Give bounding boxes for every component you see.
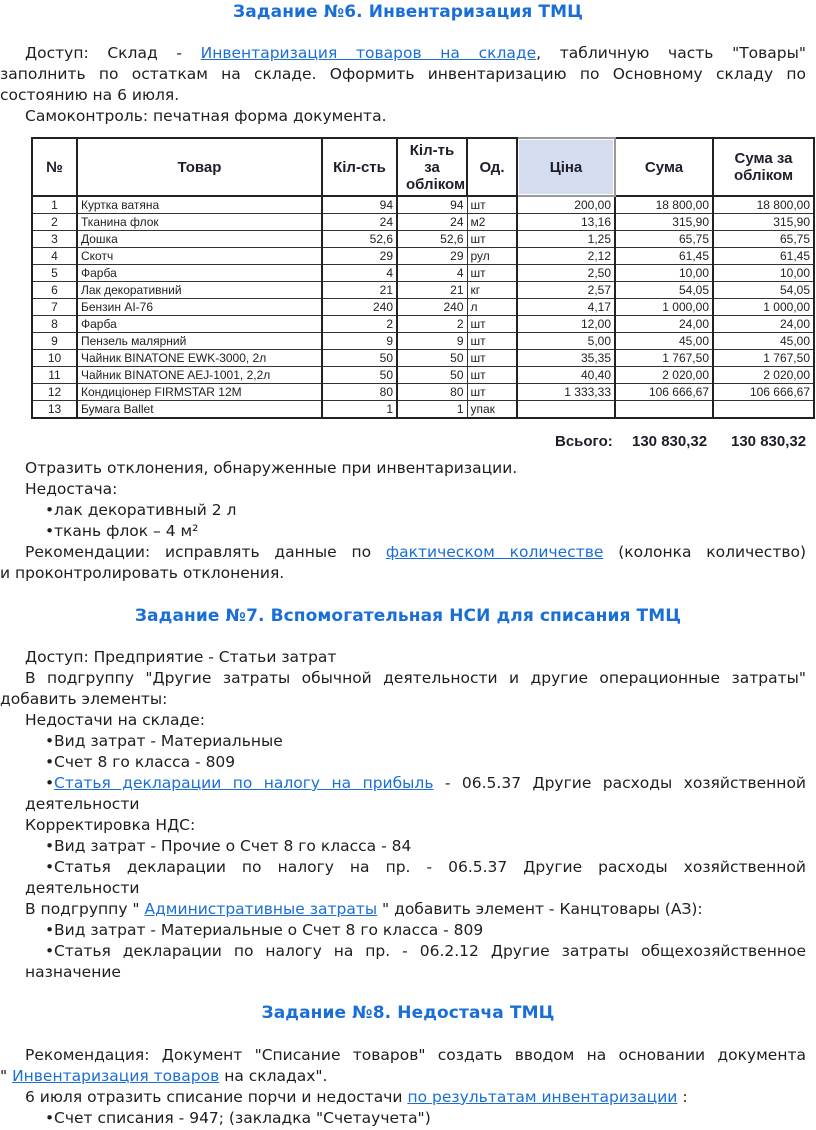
table-row: [32, 196, 814, 214]
cell-unit: шт: [467, 196, 517, 214]
cell-sum: 106 666,67: [615, 384, 713, 401]
bullet-icon: •: [45, 732, 55, 750]
col-header-item: Товар: [77, 138, 322, 196]
tax-declaration-article-link[interactable]: Статья декларации по налогу на прибыль: [54, 774, 434, 792]
task7-shortages-label: Недостачи на складе:: [25, 711, 205, 729]
inventory-doc-link[interactable]: Инвентаризация товаров на складе: [200, 44, 537, 62]
cell-qty: 24: [322, 214, 397, 231]
cell-qty-accounted: 94: [397, 196, 467, 214]
actual-quantity-link[interactable]: фактическом количестве: [385, 543, 604, 561]
cell-sum: 1 767,50: [615, 350, 713, 367]
col-header-number: №: [32, 138, 77, 196]
cell-price: 35,35: [517, 350, 615, 367]
cell-price: 12,00: [517, 316, 615, 333]
total-sum: 130 830,32: [632, 433, 708, 450]
cell-sum: 45,00: [615, 333, 713, 350]
cell-row-number: 5: [32, 265, 77, 282]
task7-access: Доступ: Предприятие - Статьи затрат: [25, 648, 337, 666]
cell-sum-accounted: 65,75: [713, 231, 814, 248]
cell-price: 2,50: [517, 265, 615, 282]
cell-unit: шт: [467, 316, 517, 333]
cell-row-number: 3: [32, 231, 77, 248]
cell-unit: шт: [467, 333, 517, 350]
cell-sum-accounted: 1 767,50: [713, 350, 814, 367]
cell-row-number: 13: [32, 401, 77, 419]
cell-qty: 50: [322, 350, 397, 367]
cell-unit: м2: [467, 214, 517, 231]
cell-sum: 61,45: [615, 248, 713, 265]
cell-row-number: 12: [32, 384, 77, 401]
cell-price: 40,40: [517, 367, 615, 384]
bullet-icon: •: [45, 501, 55, 519]
cell-item-name: Лак декоративний: [77, 282, 322, 299]
cell-qty: 29: [322, 248, 397, 265]
task7-subgroup-line1: В подгруппу "Другие затраты обычной деятельности и другие операционные затраты": [25, 669, 806, 687]
cell-unit: шт: [467, 231, 517, 248]
table-row: [32, 265, 814, 282]
cell-price: 1 333,33: [517, 384, 615, 401]
cell-unit: шт: [467, 367, 517, 384]
cell-sum: 65,75: [615, 231, 713, 248]
cell-item-name: Фарба: [77, 265, 322, 282]
cell-row-number: 6: [32, 282, 77, 299]
cell-qty-accounted: 9: [397, 333, 467, 350]
total-sum-accounted: 130 830,32: [731, 433, 807, 450]
cell-sum-accounted: 54,05: [713, 282, 814, 299]
cell-price: [517, 401, 615, 419]
cell-unit: упак: [467, 401, 517, 419]
cell-item-name: Бензин АІ-76: [77, 299, 322, 316]
cell-row-number: 1: [32, 196, 77, 214]
col-header-sum: Сума: [615, 138, 713, 196]
vat-bullet-cont: деятельности: [25, 879, 140, 897]
task6-recommendation-line2: и проконтролировать отклонения.: [0, 564, 285, 582]
task6-line2: заполнить по остаткам на складе. Оформить инвентаризацию по Основному складу по: [0, 65, 806, 83]
cell-price: 13,16: [517, 214, 615, 231]
cell-row-number: 10: [32, 350, 77, 367]
cell-unit: шт: [467, 350, 517, 367]
writeoff-bullet: •Счет списания - 947; (закладка "Счетаучета"): [45, 1109, 431, 1127]
bullet-icon: •: [45, 774, 55, 792]
table-header-row: [32, 138, 814, 196]
task6-line3: состоянию на 6 июля.: [0, 86, 180, 104]
cell-qty: 50: [322, 367, 397, 384]
cell-item-name: Пензель малярний: [77, 333, 322, 350]
task6-shortage-label: Недостача:: [25, 480, 118, 498]
task7-heading: Задание №7. Вспомогательная НСИ для списания ТМЦ: [134, 606, 682, 626]
cell-price: 4,17: [517, 299, 615, 316]
cell-sum-accounted: 45,00: [713, 333, 814, 350]
cell-unit: рул: [467, 248, 517, 265]
admin-bullet: •Вид затрат - Материальные о Счет 8 го класса - 809: [45, 921, 484, 939]
task7-admin-line: В подгруппу " Административные затраты " добавить элемент - Канцтовары (АЗ):: [25, 900, 703, 918]
cell-sum-accounted: 106 666,67: [713, 384, 814, 401]
col-header-price: Ціна: [517, 138, 615, 196]
inventory-table: [31, 137, 815, 419]
cell-sum: 1 000,00: [615, 299, 713, 316]
cell-qty-accounted: 2: [397, 316, 467, 333]
task6-recommendation: Рекомендации: исправлять данные по фактическом количестве (колонка количество): [25, 543, 807, 561]
cell-qty-accounted: 29: [397, 248, 467, 265]
shortages-bullet-cont: деятельности: [25, 795, 140, 813]
task6-selfcheck: Самоконтроль: печатная форма документа.: [25, 107, 387, 125]
cell-sum-accounted: 61,45: [713, 248, 814, 265]
cell-price: 1,25: [517, 231, 615, 248]
cell-sum-accounted: 24,00: [713, 316, 814, 333]
cell-unit: шт: [467, 384, 517, 401]
task8-recommendation-line2: " Инвентаризация товаров на складах".: [0, 1067, 328, 1085]
cell-unit: кг: [467, 282, 517, 299]
cell-qty-accounted: 52,6: [397, 231, 467, 248]
cell-row-number: 7: [32, 299, 77, 316]
admin-bullet: •Статья декларации по налогу на пр. - 06.2.12 Другие затраты общехозяйственное: [45, 942, 806, 960]
task6-access-paragraph: [0, 43, 806, 64]
cell-qty: 9: [322, 333, 397, 350]
cell-qty-accounted: 240: [397, 299, 467, 316]
col-header-unit: Од.: [467, 138, 517, 196]
inventory-goods-link[interactable]: Инвентаризация товаров: [12, 1067, 220, 1085]
table-row: [32, 231, 814, 248]
table-row: [32, 384, 814, 401]
task7-vat-label: Корректировка НДС:: [25, 816, 196, 834]
task6-heading: Задание №6. Инвентаризация ТМЦ: [233, 2, 583, 22]
table-row: [32, 333, 814, 350]
admin-bullet-cont: назначение: [25, 963, 121, 981]
cell-price: 200,00: [517, 196, 615, 214]
cell-item-name: Дошка: [77, 231, 322, 248]
cell-qty-accounted: 1: [397, 401, 467, 419]
cell-unit: л: [467, 299, 517, 316]
task8-heading: Задание №8. Недостача ТМЦ: [261, 1003, 555, 1023]
task6-access-line: Доступ: Склад - Инвентаризация товаров на складе, табличную часть "Товары": [25, 44, 806, 62]
cell-qty: 80: [322, 384, 397, 401]
cell-row-number: 9: [32, 333, 77, 350]
cell-item-name: Фарба: [77, 316, 322, 333]
vat-bullet: •Статья декларации по налогу на пр. - 06.5.37 Другие расходы хозяйственной: [45, 858, 806, 876]
col-header-qty: Кіл-сть: [322, 138, 397, 196]
cell-sum-accounted: 18 800,00: [713, 196, 814, 214]
bullet-icon: •: [45, 921, 55, 939]
cell-price: 2,57: [517, 282, 615, 299]
cell-sum: 315,90: [615, 214, 713, 231]
table-row: [32, 299, 814, 316]
cell-sum: 10,00: [615, 265, 713, 282]
shortages-bullet: •Счет 8 го класса - 809: [45, 753, 236, 771]
cell-row-number: 4: [32, 248, 77, 265]
cell-sum: 18 800,00: [615, 196, 713, 214]
cell-item-name: Кондиціонер FIRMSTAR 12M: [77, 384, 322, 401]
cell-qty: 4: [322, 265, 397, 282]
cell-sum-accounted: [713, 401, 814, 419]
task7-subgroup-line2: добавить элементы:: [0, 690, 168, 708]
cell-item-name: Тканина флок: [77, 214, 322, 231]
cell-qty: 21: [322, 282, 397, 299]
shortage-item: •лак декоративный 2 л: [45, 501, 237, 519]
vat-bullet: •Вид затрат - Прочие о Счет 8 го класса - 84: [45, 837, 412, 855]
admin-expenses-link[interactable]: Административные затраты: [144, 900, 378, 918]
total-label: Всього:: [555, 433, 613, 450]
cell-item-name: Скотч: [77, 248, 322, 265]
cell-sum: 54,05: [615, 282, 713, 299]
table-row: [32, 367, 814, 384]
cell-qty-accounted: 80: [397, 384, 467, 401]
cell-unit: шт: [467, 265, 517, 282]
cell-sum: 24,00: [615, 316, 713, 333]
table-row: [32, 350, 814, 367]
table-row: [32, 282, 814, 299]
cell-row-number: 2: [32, 214, 77, 231]
cell-qty-accounted: 50: [397, 367, 467, 384]
cell-sum-accounted: 315,90: [713, 214, 814, 231]
cell-qty: 1: [322, 401, 397, 419]
cell-qty: 2: [322, 316, 397, 333]
cell-qty-accounted: 50: [397, 350, 467, 367]
cell-price: 2,12: [517, 248, 615, 265]
cell-sum-accounted: 2 020,00: [713, 367, 814, 384]
bullet-icon: •: [45, 753, 55, 771]
bullet-icon: •: [45, 858, 55, 876]
cell-item-name: Бумага Ballet: [77, 401, 322, 419]
cell-item-name: Чайник BINATONE EWK-3000, 2л: [77, 350, 322, 367]
task8-recommendation-line1: Рекомендация: Документ "Списание товаров" создать вводом на основании документа: [25, 1046, 806, 1064]
cell-sum-accounted: 1 000,00: [713, 299, 814, 316]
table-row: [32, 316, 814, 333]
cell-sum: 2 020,00: [615, 367, 713, 384]
bullet-icon: •: [45, 1109, 55, 1127]
cell-row-number: 8: [32, 316, 77, 333]
inventory-print-form: [31, 137, 813, 419]
table-row: [32, 214, 814, 231]
cell-sum-accounted: 10,00: [713, 265, 814, 282]
col-header-sum-accounted: Сума за обліком: [713, 138, 814, 196]
table-row: [32, 401, 814, 419]
task8-july-line: 6 июля отразить списание порчи и недостачи по результатам инвентаризации :: [25, 1088, 688, 1106]
cell-qty: 94: [322, 196, 397, 214]
cell-qty: 52,6: [322, 231, 397, 248]
shortages-bullet: •Статья декларации по налогу на прибыль - 06.5.37 Другие расходы хозяйственной: [45, 774, 806, 792]
bullet-icon: •: [45, 942, 55, 960]
inventory-results-link[interactable]: по результатам инвентаризации: [407, 1088, 678, 1106]
cell-qty-accounted: 4: [397, 265, 467, 282]
task6-reflect: Отразить отклонения, обнаруженные при инвентаризации.: [25, 459, 518, 477]
cell-sum: [615, 401, 713, 419]
shortages-bullet: •Вид затрат - Материальные: [45, 732, 283, 750]
shortage-item: •ткань флок – 4 м²: [45, 522, 199, 540]
cell-qty-accounted: 21: [397, 282, 467, 299]
cell-qty-accounted: 24: [397, 214, 467, 231]
bullet-icon: •: [45, 837, 55, 855]
cell-row-number: 11: [32, 367, 77, 384]
cell-qty: 240: [322, 299, 397, 316]
cell-item-name: Чайник BINATONE AEJ-1001, 2,2л: [77, 367, 322, 384]
bullet-icon: •: [45, 522, 55, 540]
col-header-qty-accounted: Кіл-ть за обліком: [397, 138, 467, 196]
table-row: [32, 248, 814, 265]
cell-price: 5,00: [517, 333, 615, 350]
cell-item-name: Куртка ватяна: [77, 196, 322, 214]
